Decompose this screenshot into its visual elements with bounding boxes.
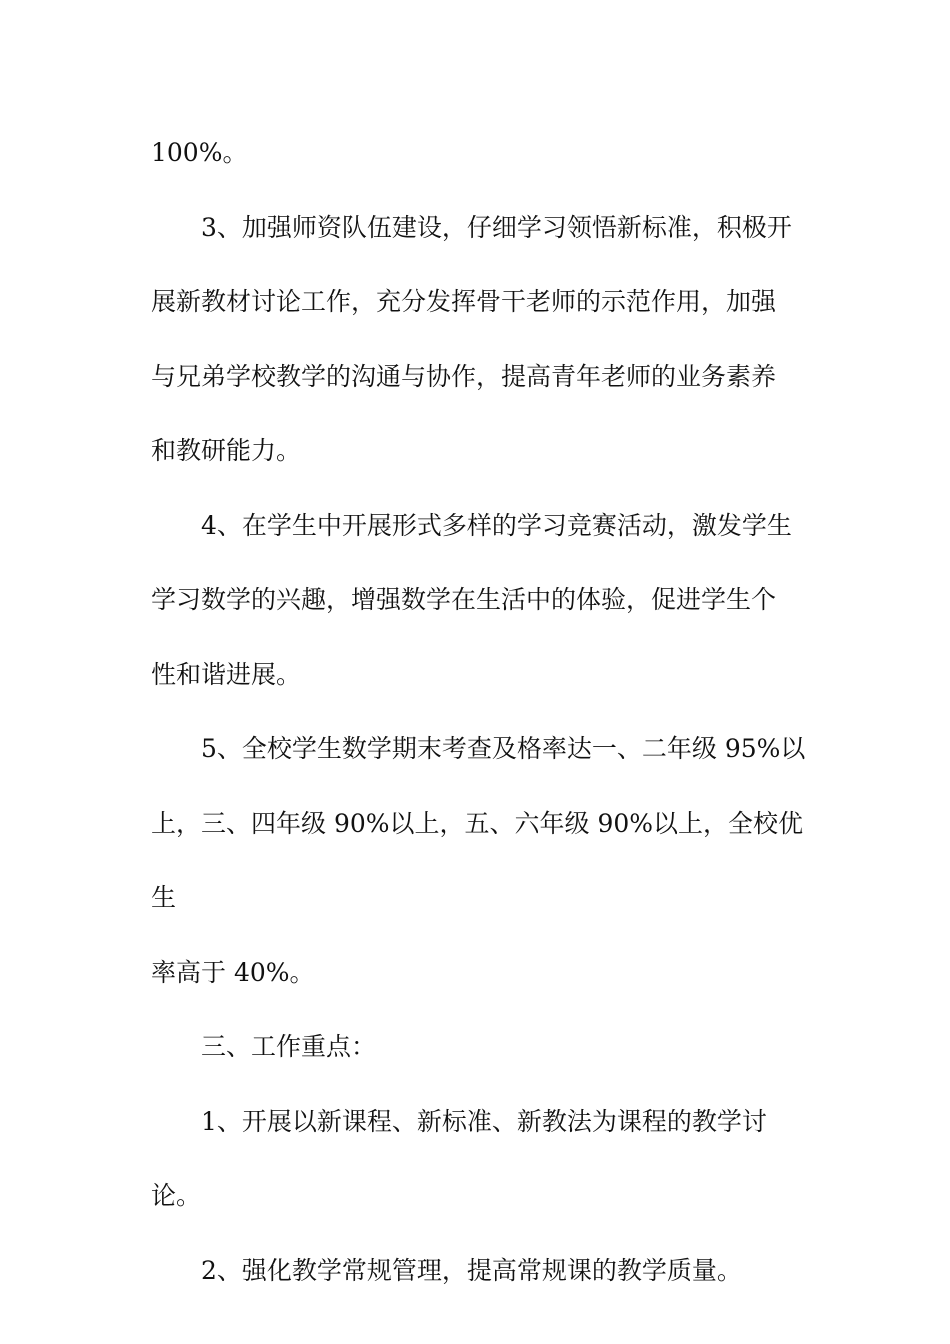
section-heading-work-focus: 三、工作重点： <box>201 1032 377 1061</box>
document-body <box>151 116 811 1308</box>
paragraph-item-3: 3、加强师资队伍建设，仔细学习领悟新标准，积极开 展新教材讨论工作，充分发挥骨干老师的示范作用，加强 与兄弟学校教学的沟通与协作，提高青年老师的业务素养 和教研能力。 <box>151 212 792 465</box>
paragraph-focus-1: 1、开展以新课程、新标准、新教法为课程的教学讨 论。 <box>151 1106 767 1210</box>
paragraph-focus-2: 2、强化教学常规管理，提高常规课的教学质量。 <box>201 1255 742 1285</box>
paragraph-continuation: 100%。 <box>151 138 248 167</box>
paragraph-item-5: 5、全校学生数学期末考查及格率达一、二年级 95%以 上，三、四年级 90%以上，五、六年级 90%以上，全校优生 率高于 40%。 <box>151 734 806 987</box>
paragraph-item-4: 4、在学生中开展形式多样的学习竞赛活动，激发学生 学习数学的兴趣，增强数学在生活中的体验，促进学生个 性和谐进展。 <box>151 510 792 689</box>
